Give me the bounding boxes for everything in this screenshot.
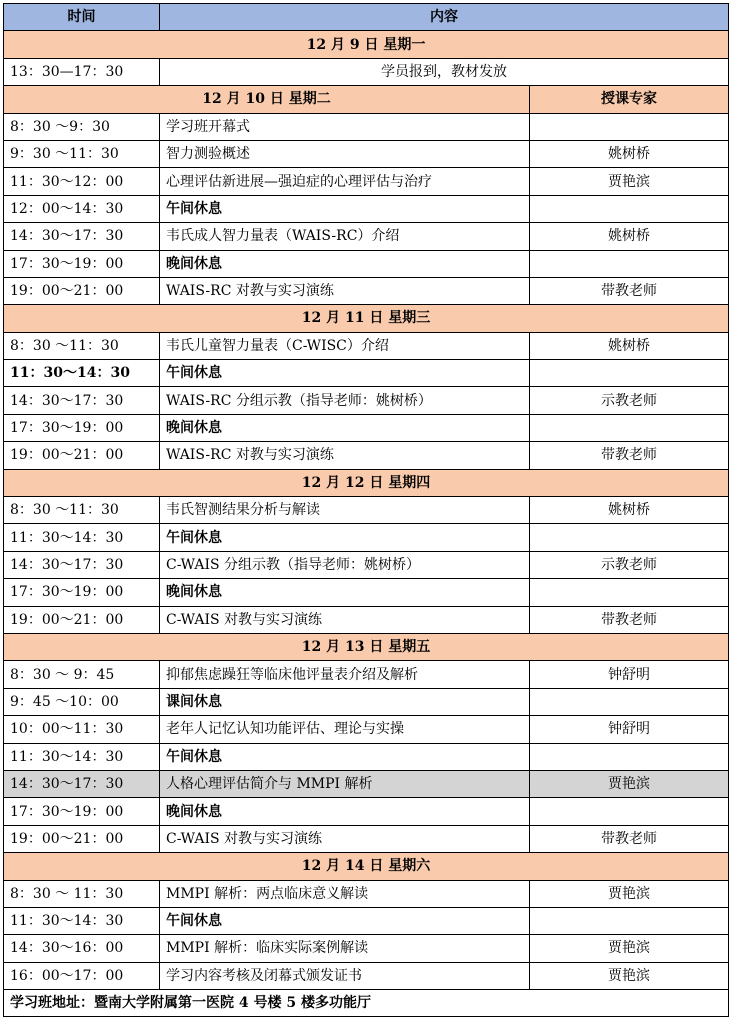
table-header-row: [4, 4, 729, 31]
schedule-row: [4, 497, 729, 524]
session-content: 智力测验概述: [160, 140, 530, 167]
session-speaker: 带教老师: [530, 825, 729, 852]
session-speaker: 示教老师: [530, 387, 729, 414]
session-time: 11：30～14：30: [4, 360, 160, 387]
venue-address: 学习班地址：暨南大学附属第一医院 4 号楼 5 楼多功能厅: [4, 990, 729, 1017]
schedule-row: [4, 688, 729, 715]
session-content: 韦氏儿童智力量表（C-WISC）介绍: [160, 332, 530, 359]
session-content: 课间休息: [160, 688, 530, 715]
session-time: 8：30 ～ 9：45: [4, 661, 160, 688]
session-time: 9：45 ～10：00: [4, 688, 160, 715]
session-time: 13：30—17：30: [4, 58, 160, 85]
session-content: MMPI 解析：两点临床意义解读: [160, 880, 530, 907]
session-speaker: [530, 524, 729, 551]
session-speaker: 姚树桥: [530, 332, 729, 359]
session-speaker: 贾艳滨: [530, 935, 729, 962]
schedule-row: [4, 716, 729, 743]
schedule-row: [4, 332, 729, 359]
schedule-row: [4, 551, 729, 578]
session-content: C-WAIS 对教与实习演练: [160, 825, 530, 852]
session-time: 17：30～19：00: [4, 250, 160, 277]
schedule-body: [4, 4, 729, 1017]
schedule-row: [4, 250, 729, 277]
day-header-row: [4, 31, 729, 58]
schedule-row: [4, 880, 729, 907]
day-title: 12 月 11 日 星期三: [4, 305, 729, 332]
session-content: 晚间休息: [160, 414, 530, 441]
session-speaker: 示教老师: [530, 551, 729, 578]
session-content: C-WAIS 分组示教（指导老师：姚树桥）: [160, 551, 530, 578]
schedule-table: [3, 3, 729, 1017]
session-time: 19：00～21：00: [4, 606, 160, 633]
session-speaker: 带教老师: [530, 442, 729, 469]
session-speaker: [530, 743, 729, 770]
session-content: MMPI 解析：临床实际案例解读: [160, 935, 530, 962]
session-content: 午间休息: [160, 360, 530, 387]
day-header-row: [4, 305, 729, 332]
schedule-row: [4, 113, 729, 140]
schedule-row: [4, 442, 729, 469]
schedule-row: [4, 168, 729, 195]
session-speaker: 贾艳滨: [530, 880, 729, 907]
session-time: 8：30 ～11：30: [4, 332, 160, 359]
session-content: 午间休息: [160, 743, 530, 770]
session-time: 8：30 ～9：30: [4, 113, 160, 140]
session-speaker: [530, 360, 729, 387]
schedule-row: [4, 277, 729, 304]
session-speaker: 带教老师: [530, 277, 729, 304]
session-time: 17：30～19：00: [4, 414, 160, 441]
session-content: 老年人记忆认知功能评估、理论与实操: [160, 716, 530, 743]
session-time: 11：30～14：30: [4, 743, 160, 770]
session-time: 14：30～16：00: [4, 935, 160, 962]
schedule-row: [4, 935, 729, 962]
session-content: WAIS-RC 对教与实习演练: [160, 442, 530, 469]
schedule-row: [4, 661, 729, 688]
session-content: 韦氏成人智力量表（WAIS-RC）介绍: [160, 223, 530, 250]
session-content: 韦氏智测结果分析与解读: [160, 497, 530, 524]
schedule-row: [4, 907, 729, 934]
session-content: 学习班开幕式: [160, 113, 530, 140]
session-content: 人格心理评估简介与 MMPI 解析: [160, 770, 530, 797]
schedule-row: [4, 770, 729, 797]
header-content: 内容: [160, 4, 729, 31]
session-time: 11：30～14：30: [4, 907, 160, 934]
day-title: 12 月 14 日 星期六: [4, 853, 729, 880]
schedule-row: [4, 360, 729, 387]
session-time: 14：30～17：30: [4, 770, 160, 797]
session-content: 抑郁焦虑躁狂等临床他评量表介绍及解析: [160, 661, 530, 688]
session-speaker: 姚树桥: [530, 497, 729, 524]
day-title: 12 月 12 日 星期四: [4, 469, 729, 496]
session-content: 午间休息: [160, 524, 530, 551]
session-content: 学员报到，教材发放: [160, 58, 729, 85]
session-time: 8：30 ～11：30: [4, 497, 160, 524]
day-header-row: [4, 853, 729, 880]
session-speaker: [530, 688, 729, 715]
session-time: 16：00～17：00: [4, 962, 160, 989]
schedule-row: [4, 414, 729, 441]
session-content: 学习内容考核及闭幕式颁发证书: [160, 962, 530, 989]
schedule-row: [4, 195, 729, 222]
session-content: 午间休息: [160, 195, 530, 222]
session-speaker: [530, 579, 729, 606]
schedule-row: [4, 825, 729, 852]
day-title: 12 月 10 日 星期二: [4, 86, 530, 113]
session-time: 10：00～11：30: [4, 716, 160, 743]
session-time: 11：30～12：00: [4, 168, 160, 195]
session-speaker: 姚树桥: [530, 140, 729, 167]
schedule-row: [4, 223, 729, 250]
schedule-row: [4, 798, 729, 825]
session-speaker: 姚树桥: [530, 223, 729, 250]
day-header-row: [4, 633, 729, 660]
session-content: 晚间休息: [160, 798, 530, 825]
speaker-header: 授课专家: [530, 86, 729, 113]
session-time: 17：30～19：00: [4, 579, 160, 606]
session-content: WAIS-RC 对教与实习演练: [160, 277, 530, 304]
session-content: WAIS-RC 分组示教（指导老师：姚树桥）: [160, 387, 530, 414]
session-time: 19：00～21：00: [4, 277, 160, 304]
session-time: 14：30～17：30: [4, 387, 160, 414]
schedule-row: [4, 140, 729, 167]
day-title: 12 月 9 日 星期一: [4, 31, 729, 58]
schedule-row: [4, 579, 729, 606]
session-time: 14：30～17：30: [4, 223, 160, 250]
session-content: 晚间休息: [160, 250, 530, 277]
schedule-row: [4, 58, 729, 85]
schedule-row: [4, 387, 729, 414]
session-time: 19：00～21：00: [4, 825, 160, 852]
session-speaker: [530, 250, 729, 277]
session-time: 17：30～19：00: [4, 798, 160, 825]
session-time: 8：30 ～ 11：30: [4, 880, 160, 907]
footer-row: [4, 990, 729, 1017]
session-content: 心理评估新进展—强迫症的心理评估与治疗: [160, 168, 530, 195]
schedule-row: [4, 743, 729, 770]
session-time: 9：30 ～11：30: [4, 140, 160, 167]
day-header-row: [4, 469, 729, 496]
session-time: 14：30～17：30: [4, 551, 160, 578]
session-speaker: 钟舒明: [530, 716, 729, 743]
day-title: 12 月 13 日 星期五: [4, 633, 729, 660]
day-header-row: [4, 86, 729, 113]
session-speaker: 带教老师: [530, 606, 729, 633]
session-speaker: [530, 195, 729, 222]
session-time: 11：30～14：30: [4, 524, 160, 551]
session-speaker: 钟舒明: [530, 661, 729, 688]
session-speaker: [530, 907, 729, 934]
schedule-row: [4, 606, 729, 633]
session-content: 晚间休息: [160, 579, 530, 606]
header-time: 时间: [4, 4, 160, 31]
session-speaker: 贾艳滨: [530, 962, 729, 989]
session-speaker: 贾艳滨: [530, 168, 729, 195]
session-speaker: [530, 414, 729, 441]
session-speaker: [530, 798, 729, 825]
session-speaker: 贾艳滨: [530, 770, 729, 797]
session-content: 午间休息: [160, 907, 530, 934]
session-time: 19：00～21：00: [4, 442, 160, 469]
schedule-row: [4, 962, 729, 989]
session-content: C-WAIS 对教与实习演练: [160, 606, 530, 633]
schedule-row: [4, 524, 729, 551]
session-speaker: [530, 113, 729, 140]
session-time: 12：00～14：30: [4, 195, 160, 222]
